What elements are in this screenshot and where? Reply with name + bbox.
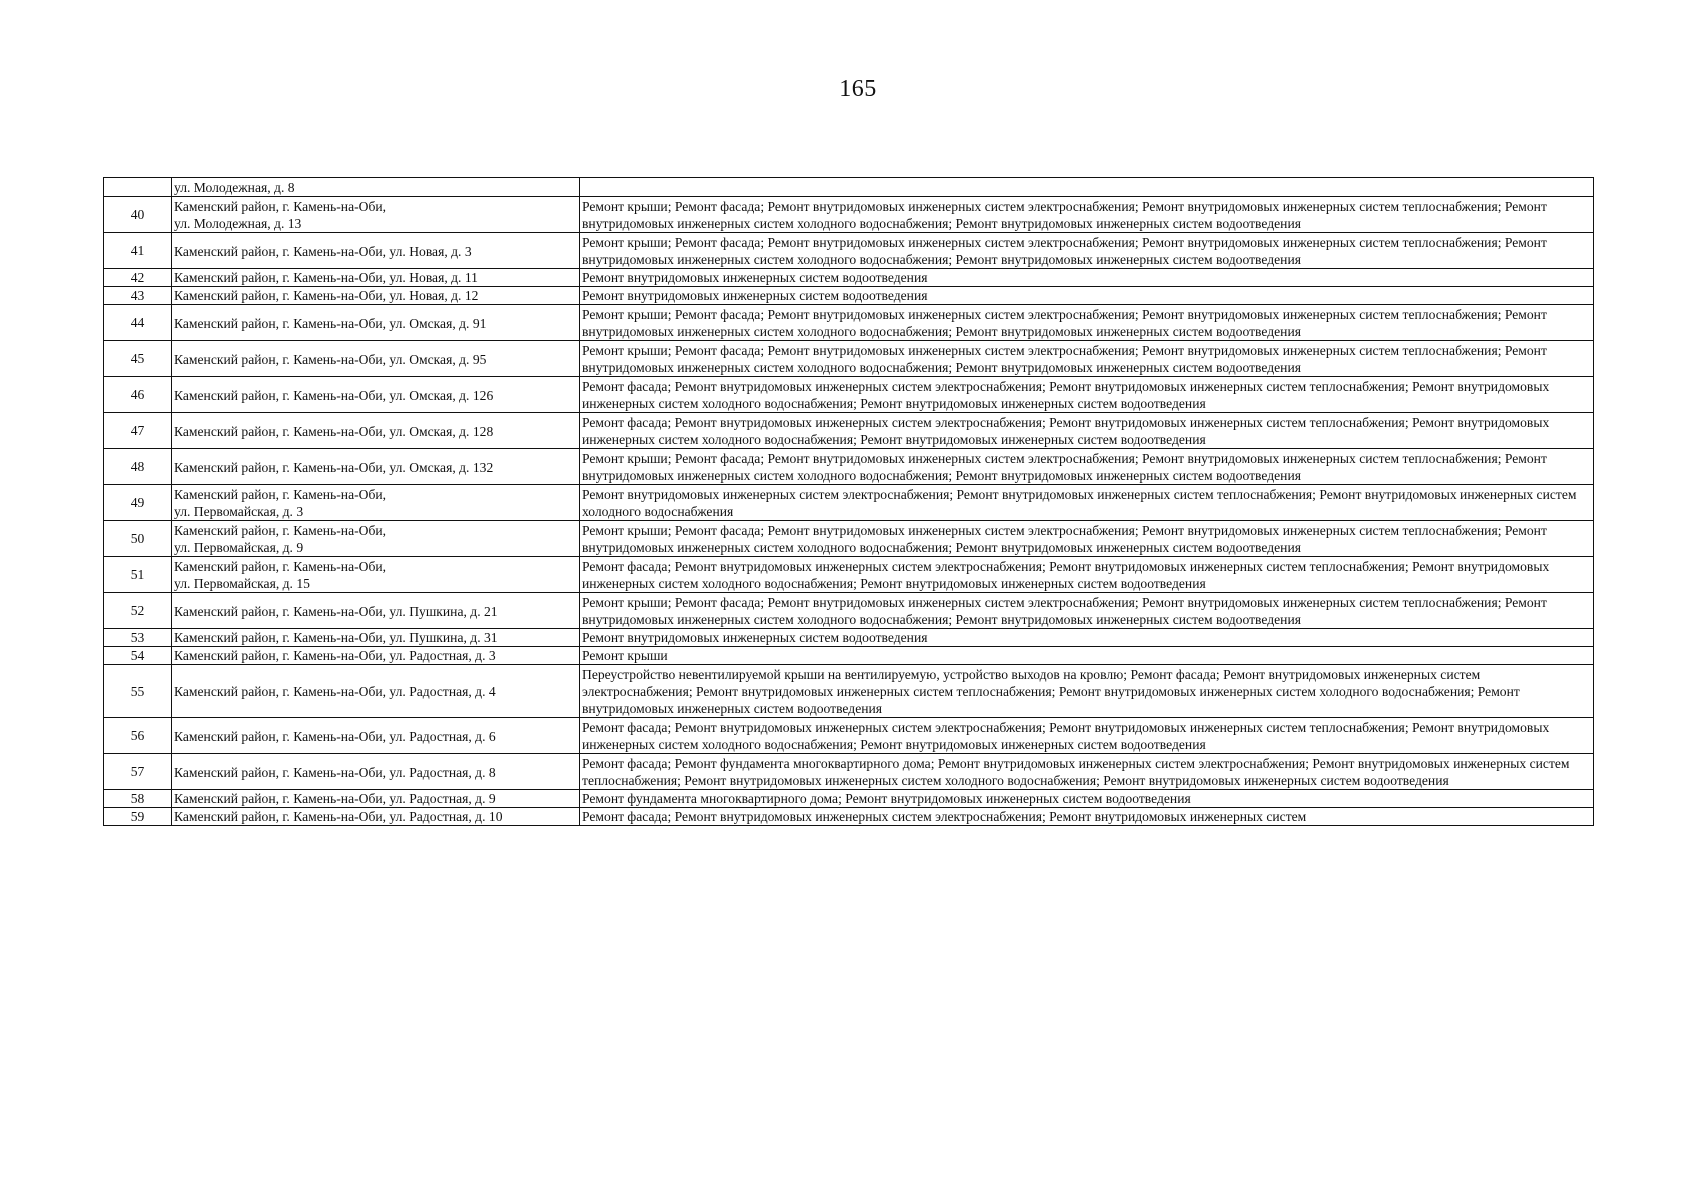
table-row (104, 754, 1594, 790)
row-works: Ремонт крыши; Ремонт фасада; Ремонт внутридомовых инженерных систем электроснабжения; Ремонт внутридомовых инженерных систем теплоснабжения; Ремонт внутридомовых инженерных систем холодного водоснабжения; Ремонт внутридомовых инженерных систем водоотведения (580, 197, 1594, 233)
row-address: Каменский район, г. Камень-на-Оби, ул. Молодежная, д. 13 (172, 197, 580, 233)
row-number: 47 (104, 413, 172, 449)
row-address: Каменский район, г. Камень-на-Оби, ул. Первомайская, д. 9 (172, 521, 580, 557)
row-number: 40 (104, 197, 172, 233)
table-row (104, 485, 1594, 521)
row-address: Каменский район, г. Камень-на-Оби, ул. Пушкина, д. 31 (172, 629, 580, 647)
row-works: Переустройство невентилируемой крыши на вентилируемую, устройство выходов на кровлю; Ремонт фасада; Ремонт внутридомовых инженерных систем электроснабжения; Ремонт внутридомовых инженерных систем теплоснабжения; Ремонт внутридомовых инженерных систем холодного водоснабжения; Ремонт внутридомовых инженерных систем водоотведения (580, 665, 1594, 718)
row-works: Ремонт фасада; Ремонт внутридомовых инженерных систем электроснабжения; Ремонт внутридомовых инженерных систем теплоснабжения; Ремонт внутридомовых инженерных систем холодного водоснабжения; Ремонт внутридомовых инженерных систем водоотведения (580, 413, 1594, 449)
table-row (104, 341, 1594, 377)
row-address: Каменский район, г. Камень-на-Оби, ул. Омская, д. 95 (172, 341, 580, 377)
row-address: Каменский район, г. Камень-на-Оби, ул. Радостная, д. 3 (172, 647, 580, 665)
row-address: Каменский район, г. Камень-на-Оби, ул. Первомайская, д. 3 (172, 485, 580, 521)
row-works: Ремонт крыши; Ремонт фасада; Ремонт внутридомовых инженерных систем электроснабжения; Ремонт внутридомовых инженерных систем теплоснабжения; Ремонт внутридомовых инженерных систем холодного водоснабжения; Ремонт внутридомовых инженерных систем водоотведения (580, 305, 1594, 341)
row-number: 56 (104, 718, 172, 754)
table-row (104, 629, 1594, 647)
row-address: Каменский район, г. Камень-на-Оби, ул. Первомайская, д. 15 (172, 557, 580, 593)
row-works (580, 178, 1594, 197)
row-works: Ремонт крыши; Ремонт фасада; Ремонт внутридомовых инженерных систем электроснабжения; Ремонт внутридомовых инженерных систем теплоснабжения; Ремонт внутридомовых инженерных систем холодного водоснабжения; Ремонт внутридомовых инженерных систем водоотведения (580, 341, 1594, 377)
row-address: Каменский район, г. Камень-на-Оби, ул. Пушкина, д. 21 (172, 593, 580, 629)
table-row (104, 197, 1594, 233)
table-row (104, 449, 1594, 485)
row-number: 51 (104, 557, 172, 593)
row-works: Ремонт крыши; Ремонт фасада; Ремонт внутридомовых инженерных систем электроснабжения; Ремонт внутридомовых инженерных систем теплоснабжения; Ремонт внутридомовых инженерных систем холодного водоснабжения; Ремонт внутридомовых инженерных систем водоотведения (580, 233, 1594, 269)
row-address: Каменский район, г. Камень-на-Оби, ул. Радостная, д. 9 (172, 790, 580, 808)
repair-table-body (104, 178, 1594, 826)
row-number: 49 (104, 485, 172, 521)
row-number: 54 (104, 647, 172, 665)
table-row (104, 647, 1594, 665)
row-address: Каменский район, г. Камень-на-Оби, ул. Омская, д. 128 (172, 413, 580, 449)
table-row (104, 287, 1594, 305)
row-number: 41 (104, 233, 172, 269)
row-address: Каменский район, г. Камень-на-Оби, ул. Омская, д. 126 (172, 377, 580, 413)
table-row (104, 269, 1594, 287)
table-row (104, 790, 1594, 808)
repair-table (103, 177, 1594, 826)
row-number: 44 (104, 305, 172, 341)
row-number: 43 (104, 287, 172, 305)
row-address: Каменский район, г. Камень-на-Оби, ул. Новая, д. 12 (172, 287, 580, 305)
row-works: Ремонт фасада; Ремонт фундамента многоквартирного дома; Ремонт внутридомовых инженерных систем электроснабжения; Ремонт внутридомовых инженерных систем теплоснабжения; Ремонт внутридомовых инженерных систем холодного водоснабжения; Ремонт внутридомовых инженерных систем водоотведения (580, 754, 1594, 790)
row-address: Каменский район, г. Камень-на-Оби, ул. Новая, д. 3 (172, 233, 580, 269)
row-works: Ремонт фасада; Ремонт внутридомовых инженерных систем электроснабжения; Ремонт внутридомовых инженерных систем теплоснабжения; Ремонт внутридомовых инженерных систем холодного водоснабжения; Ремонт внутридомовых инженерных систем водоотведения (580, 377, 1594, 413)
row-address: Каменский район, г. Камень-на-Оби, ул. Новая, д. 11 (172, 269, 580, 287)
row-works: Ремонт внутридомовых инженерных систем водоотведения (580, 269, 1594, 287)
table-row (104, 305, 1594, 341)
row-number: 42 (104, 269, 172, 287)
row-number: 53 (104, 629, 172, 647)
row-works: Ремонт внутридомовых инженерных систем электроснабжения; Ремонт внутридомовых инженерных систем теплоснабжения; Ремонт внутридомовых инженерных систем холодного водоснабжения (580, 485, 1594, 521)
continuation-row (104, 178, 1594, 197)
row-number: 46 (104, 377, 172, 413)
table-row (104, 377, 1594, 413)
row-number: 58 (104, 790, 172, 808)
row-number: 55 (104, 665, 172, 718)
row-works: Ремонт крыши; Ремонт фасада; Ремонт внутридомовых инженерных систем электроснабжения; Ремонт внутридомовых инженерных систем теплоснабжения; Ремонт внутридомовых инженерных систем холодного водоснабжения; Ремонт внутридомовых инженерных систем водоотведения (580, 521, 1594, 557)
row-number: 59 (104, 808, 172, 826)
page-number: 165 (839, 76, 877, 102)
table-row (104, 718, 1594, 754)
row-works: Ремонт крыши; Ремонт фасада; Ремонт внутридомовых инженерных систем электроснабжения; Ремонт внутридомовых инженерных систем теплоснабжения; Ремонт внутридомовых инженерных систем холодного водоснабжения; Ремонт внутридомовых инженерных систем водоотведения (580, 449, 1594, 485)
row-number: 52 (104, 593, 172, 629)
row-address: ул. Молодежная, д. 8 (172, 178, 580, 197)
table-row (104, 593, 1594, 629)
table-row (104, 413, 1594, 449)
table-row (104, 665, 1594, 718)
row-works: Ремонт фасада; Ремонт внутридомовых инженерных систем электроснабжения; Ремонт внутридомовых инженерных систем теплоснабжения; Ремонт внутридомовых инженерных систем холодного водоснабжения; Ремонт внутридомовых инженерных систем водоотведения (580, 557, 1594, 593)
table-row (104, 233, 1594, 269)
table-row (104, 521, 1594, 557)
table-row (104, 808, 1594, 826)
row-works: Ремонт внутридомовых инженерных систем водоотведения (580, 629, 1594, 647)
row-number: 57 (104, 754, 172, 790)
row-address: Каменский район, г. Камень-на-Оби, ул. Радостная, д. 4 (172, 665, 580, 718)
row-address: Каменский район, г. Камень-на-Оби, ул. Радостная, д. 8 (172, 754, 580, 790)
row-works: Ремонт фундамента многоквартирного дома; Ремонт внутридомовых инженерных систем водоотведения (580, 790, 1594, 808)
row-number: 45 (104, 341, 172, 377)
row-works: Ремонт крыши (580, 647, 1594, 665)
row-works: Ремонт фасада; Ремонт внутридомовых инженерных систем электроснабжения; Ремонт внутридомовых инженерных систем теплоснабжения; Ремонт внутридомовых инженерных систем холодного водоснабжения; Ремонт внутридомовых инженерных систем водоотведения (580, 718, 1594, 754)
row-number: 50 (104, 521, 172, 557)
row-works: Ремонт фасада; Ремонт внутридомовых инженерных систем электроснабжения; Ремонт внутридомовых инженерных систем (580, 808, 1594, 826)
table-row (104, 557, 1594, 593)
row-works: Ремонт внутридомовых инженерных систем водоотведения (580, 287, 1594, 305)
row-works: Ремонт крыши; Ремонт фасада; Ремонт внутридомовых инженерных систем электроснабжения; Ремонт внутридомовых инженерных систем теплоснабжения; Ремонт внутридомовых инженерных систем холодного водоснабжения; Ремонт внутридомовых инженерных систем водоотведения (580, 593, 1594, 629)
row-address: Каменский район, г. Камень-на-Оби, ул. Радостная, д. 10 (172, 808, 580, 826)
row-number (104, 178, 172, 197)
row-address: Каменский район, г. Камень-на-Оби, ул. Омская, д. 91 (172, 305, 580, 341)
row-number: 48 (104, 449, 172, 485)
row-address: Каменский район, г. Камень-на-Оби, ул. Омская, д. 132 (172, 449, 580, 485)
row-address: Каменский район, г. Камень-на-Оби, ул. Радостная, д. 6 (172, 718, 580, 754)
